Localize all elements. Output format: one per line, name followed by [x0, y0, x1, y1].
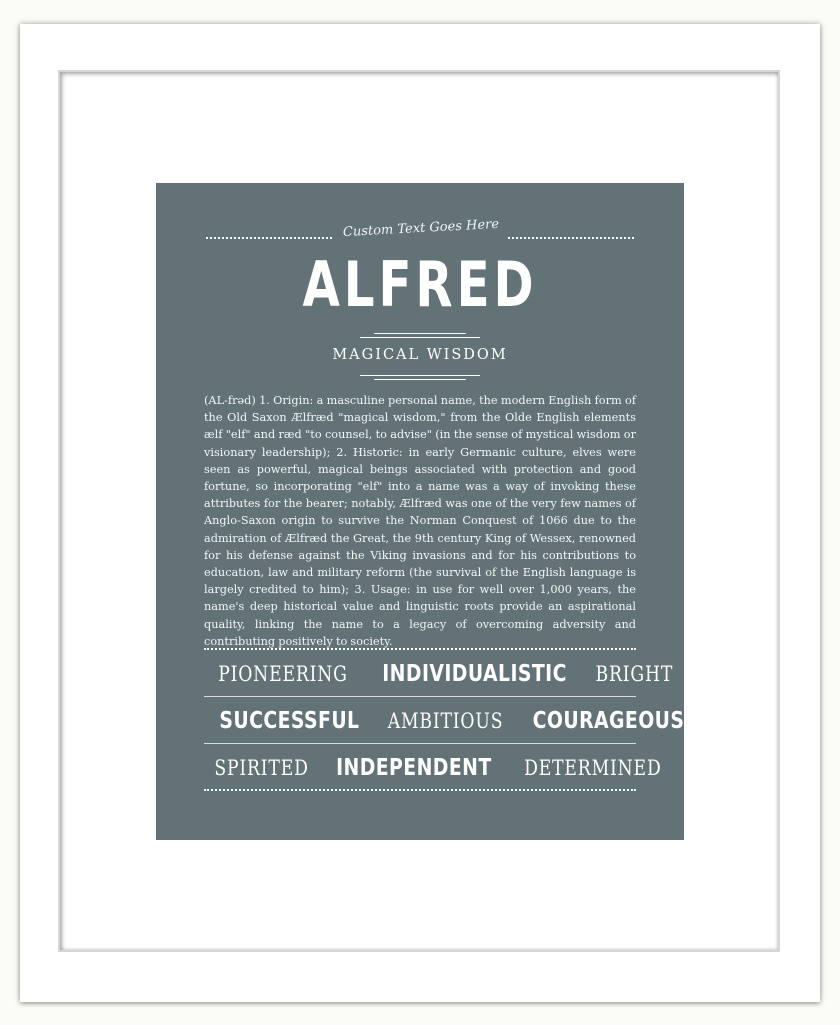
traits-row-1: [204, 657, 674, 691]
traits-row-3: [204, 751, 662, 785]
name-definition: (AL-frəd) 1. Origin: a masculine personal name, the modern English form of the Old Saxon Ælfræd "magical wisdom," from the Olde English elements ælf "elf" and ræd "to counsel, to advise" (in the sense of mystical wisdom or visionary leadership); 2. Historic: in early Germanic culture, elves were seen as powerful, magical beings associated with protection and good fortune, so incorporating "elf" into a name was a way of invoking these attributes for the bearer; notably, Ælfræd was one of the very few names of Anglo-Saxon origin to survive the Norman Conquest of 1066 due to the admiration of Ælfræd the Great, the 9th century King of Wessex, renowned for his defense against the Viking invasions and for his contributions to education, law and military reform (the survival of the English language is largely credited to him); 3. Usage: in use for well over 1,000 years, the name's deep historical value and linguistic roots provide an aspirational quality, linking the name to a legacy of overcoming adversity and contributing positively to society.: [204, 394, 636, 648]
rule-lower-2: [374, 379, 466, 380]
name-print: [156, 183, 684, 840]
rule-upper-1: [374, 333, 466, 334]
trait-word: DETERMINED: [523, 756, 662, 780]
trait-word: COURAGEOUS: [532, 708, 685, 734]
trait-word: BRIGHT: [595, 662, 674, 686]
traits-separator: [204, 743, 636, 744]
trait-word: INDEPENDENT: [336, 755, 492, 781]
traits-separator: [204, 696, 636, 697]
name-title: ALFRED: [302, 248, 538, 321]
trait-word: SPIRITED: [214, 756, 309, 780]
trait-word: AMBITIOUS: [387, 709, 504, 733]
dotted-rule-traits-bottom: [204, 789, 636, 791]
trait-word: INDIVIDUALISTIC: [382, 661, 567, 687]
custom-text: Custom Text Goes Here: [342, 216, 500, 241]
trait-word: PIONEERING: [218, 662, 348, 686]
name-meaning: MAGICAL WISDOM: [332, 347, 508, 363]
dotted-rule-traits-top: [204, 648, 636, 650]
traits-row-2: [204, 704, 685, 738]
dotted-rule-right: [508, 237, 634, 239]
rule-upper-2: [360, 337, 480, 338]
rule-lower-1: [360, 375, 480, 376]
trait-word: SUCCESSFUL: [219, 708, 360, 734]
dotted-rule-left: [206, 237, 332, 239]
